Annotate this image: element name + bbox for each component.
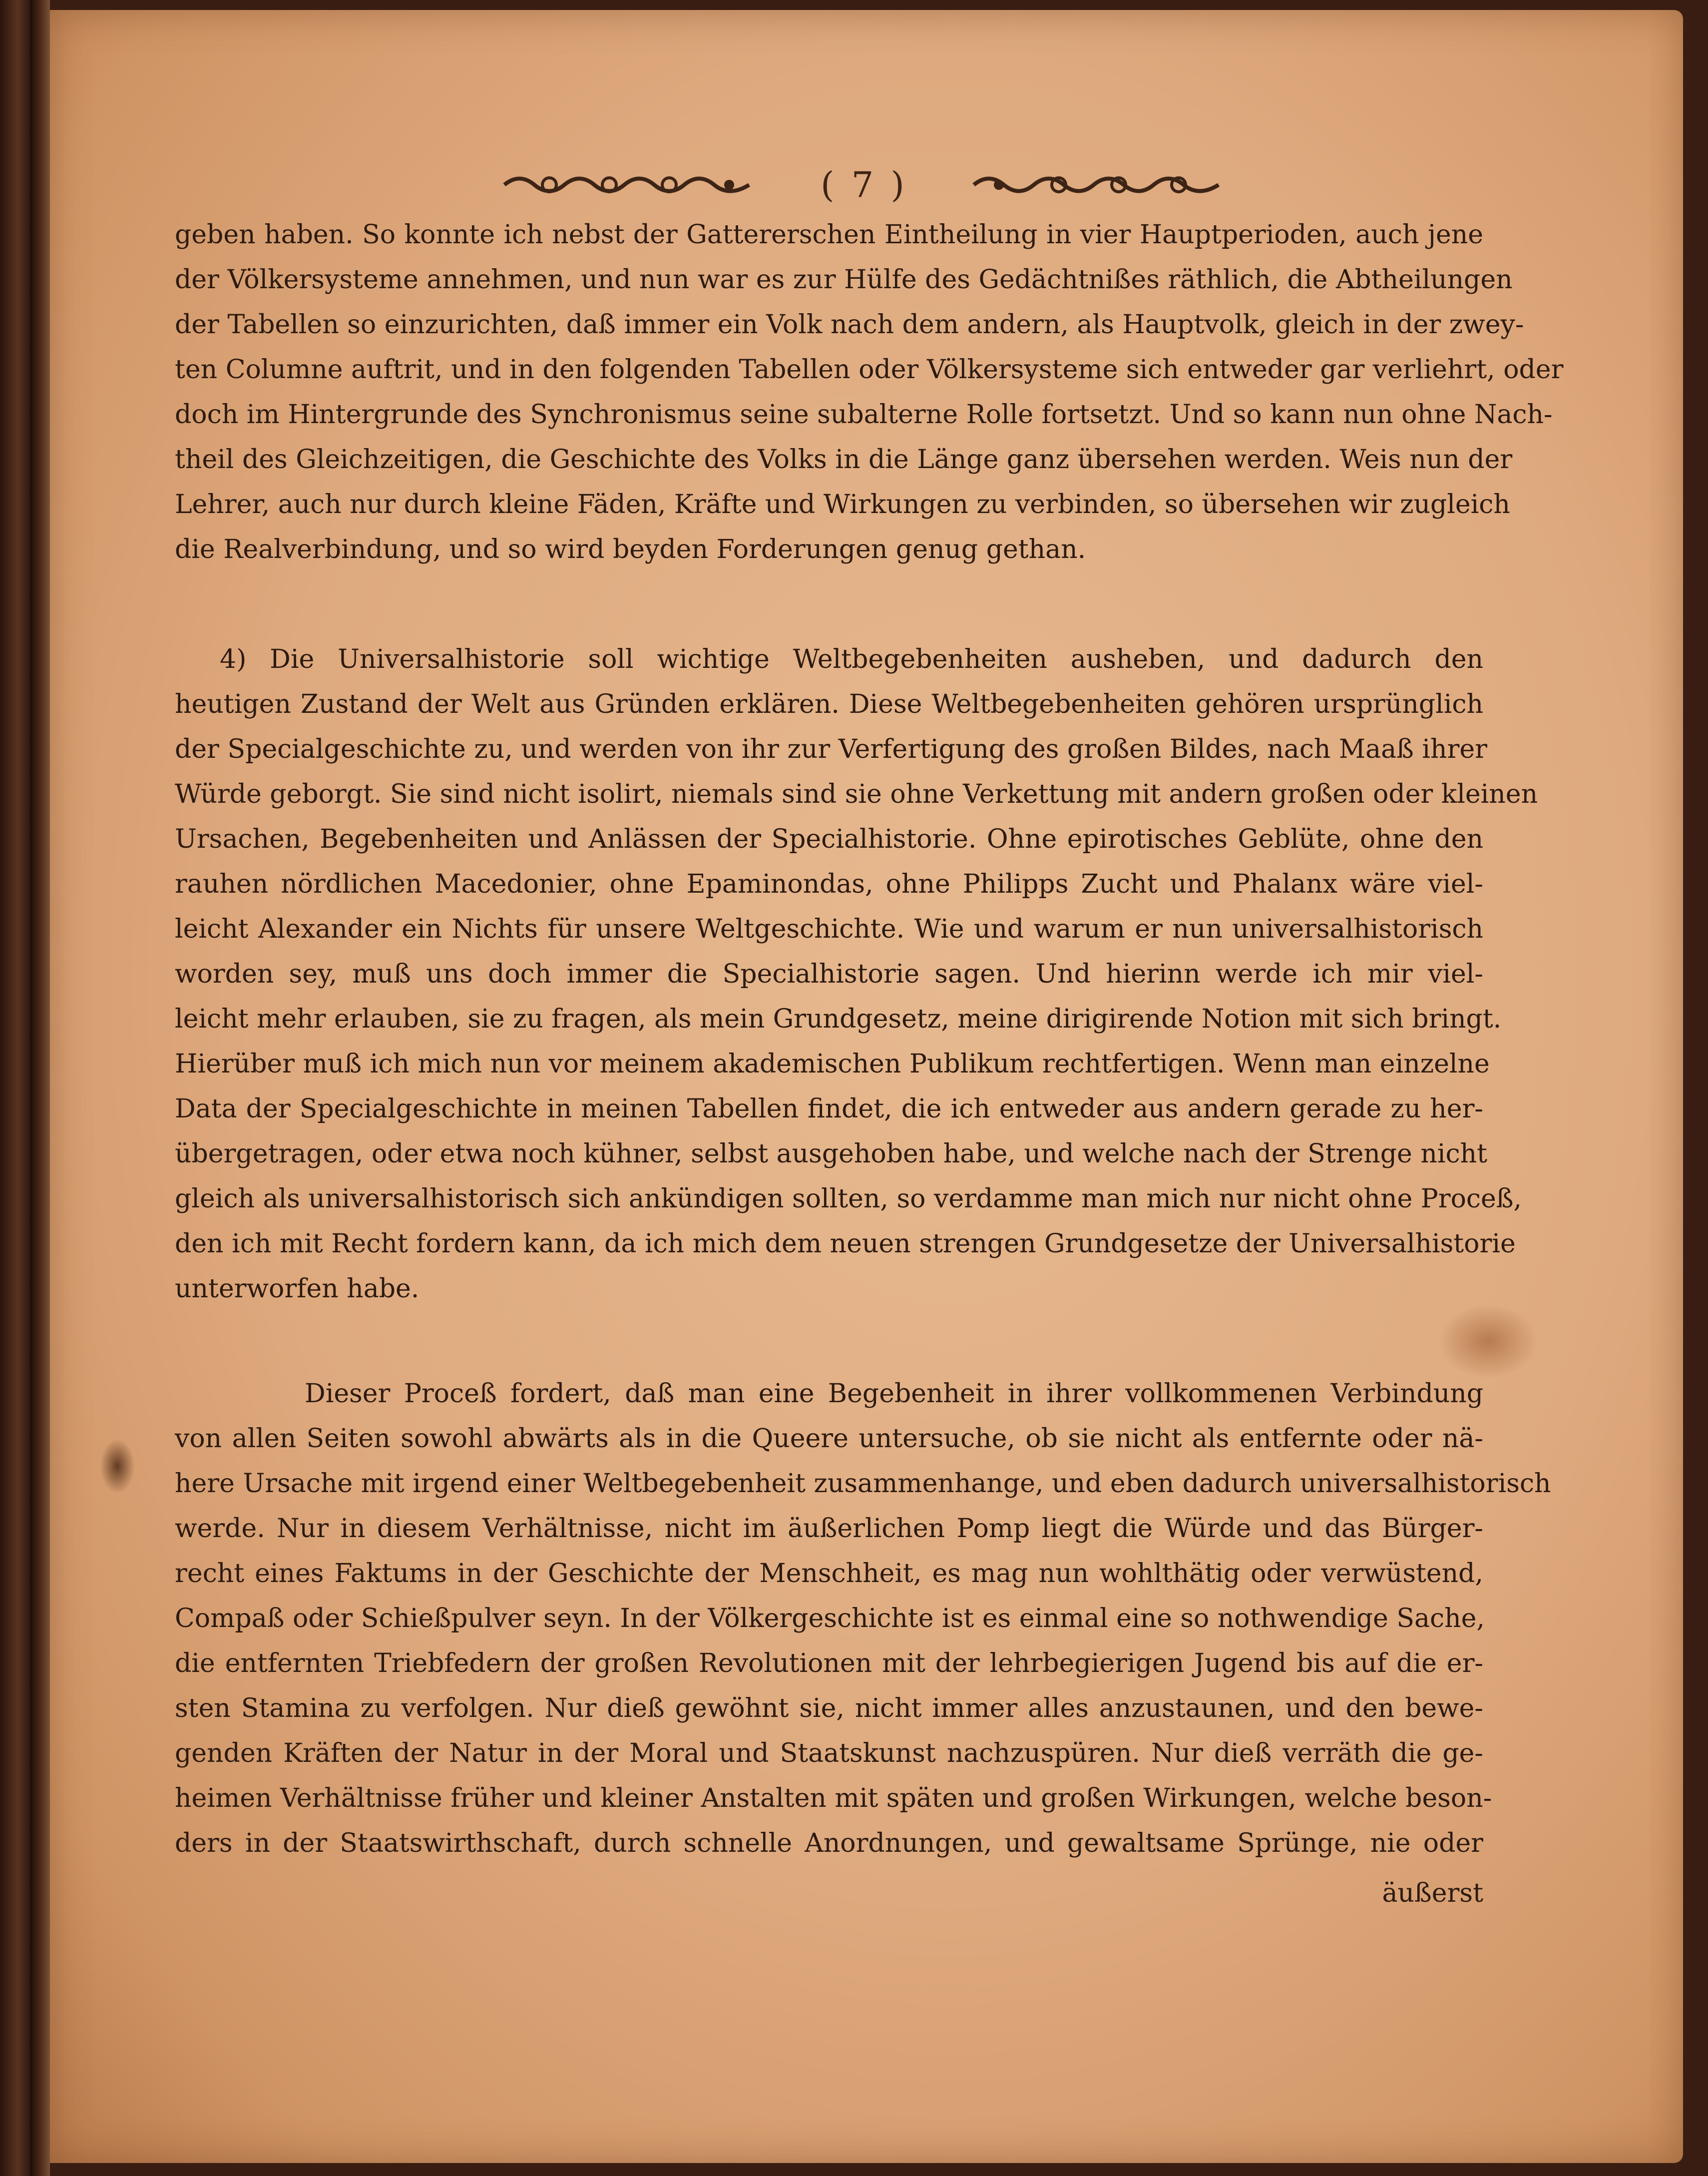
paragraph-2	[175, 637, 1538, 1311]
left-ornament-icon	[499, 167, 759, 202]
text-line: Compaß oder Schießpulver seyn. In der Völkergeschichte ist es einmal eine so nothwendige Sache,	[175, 1604, 1485, 1633]
facing-page-edge	[0, 0, 30, 2176]
text-line: der Tabellen so einzurichten, daß immer ein Volk nach dem andern, als Hauptvolk, gleich in der zwey-	[175, 310, 1524, 340]
text-line: leicht Alexander ein Nichts für unsere Weltgeschichte. Wie und warum er nun universalhistorisch	[175, 914, 1483, 944]
text-line: der Specialgeschichte zu, und werden von ihr zur Verfertigung des großen Bildes, nach Maaß ihrer	[175, 734, 1487, 764]
text-line: Hierüber muß ich mich nun vor meinem akademischen Publikum rechtfertigen. Wenn man einzelne	[175, 1049, 1490, 1079]
text-line: den ich mit Recht fordern kann, da ich mich dem neuen strengen Grundgesetze der Universalhistorie	[175, 1229, 1516, 1259]
text-line: sten Stamina zu verfolgen. Nur dieß gewöhnt sie, nicht immer alles anzustaunen, und den bewe-	[175, 1693, 1483, 1723]
text-line: rauhen nördlichen Macedonier, ohne Epaminondas, ohne Philipps Zucht und Phalanx wäre viel-	[175, 869, 1483, 899]
text-line: theil des Gleichzeitigen, die Geschichte des Volks in die Länge ganz übersehen werden. Weis nun der	[175, 445, 1513, 475]
text-line: 4) Die Universalhistorie soll wichtige Weltbegebenheiten ausheben, und dadurch den	[220, 644, 1483, 674]
text-line: doch im Hintergrunde des Synchronismus seine subalterne Rolle fortsetzt. Und so kann nun ohne Nach-	[175, 400, 1553, 430]
text-line: leicht mehr erlauben, sie zu fragen, als mein Grundgesetz, meine dirigirende Notion mit sich bringt.	[175, 1004, 1502, 1034]
text-line: die entfernten Triebfedern der großen Revolutionen mit der lehrbegierigen Jugend bis auf die er-	[175, 1648, 1483, 1678]
running-header	[499, 155, 1229, 215]
text-line: Ursachen, Begebenheiten und Anlässen der Specialhistorie. Ohne epirotisches Geblüte, ohne den	[175, 824, 1483, 854]
text-line: Lehrer, auch nur durch kleine Fäden, Kräfte und Wirkungen zu verbinden, so übersehen wir zugleich	[175, 490, 1510, 520]
water-stain	[1438, 1304, 1538, 1379]
text-line: von allen Seiten sowohl abwärts als in die Queere untersuche, ob sie nicht als entfernte oder nä-	[175, 1424, 1483, 1454]
book-gutter	[30, 0, 50, 2176]
paragraph-3	[175, 1371, 1551, 1866]
text-line: ders in der Staatswirthschaft, durch schnelle Anordnungen, und gewaltsame Sprünge, nie oder	[175, 1828, 1483, 1858]
text-line: heimen Verhältnisse früher und kleiner Anstalten mit späten und großen Wirkungen, welche beson-	[175, 1783, 1492, 1813]
text-line: heutigen Zustand der Welt aus Gründen erklären. Diese Weltbegebenheiten gehören ursprünglich	[175, 689, 1483, 719]
book-page	[50, 10, 1683, 2163]
text-line: recht eines Faktums in der Geschichte der Menschheit, es mag nun wohlthätig oder verwüstend,	[175, 1559, 1483, 1589]
text-line: genden Kräften der Natur in der Moral und Staatskunst nachzuspüren. Nur dieß verräth die ge-	[175, 1738, 1483, 1768]
text-line: geben haben. So konnte ich nebst der Gattererschen Eintheilung in vier Hauptperioden, auch jene	[175, 220, 1483, 250]
text-line: der Völkersysteme annehmen, und nun war es zur Hülfe des Gedächtnißes räthlich, die Abtheilungen	[175, 265, 1513, 295]
catchword: äußerst	[1382, 1878, 1483, 1908]
text-line: ten Columne auftrit, und in den folgenden Tabellen oder Völkersysteme sich entweder gar verliehrt, oder	[175, 355, 1564, 385]
text-line: übergetragen, oder etwa noch kühner, selbst ausgehoben habe, und welche nach der Strenge nicht	[175, 1139, 1487, 1169]
ink-blot	[100, 1439, 135, 1494]
text-line: worden sey, muß uns doch immer die Specialhistorie sagen. Und hierinn werde ich mir viel-	[175, 959, 1483, 989]
text-line: werde. Nur in diesem Verhältnisse, nicht im äußerlichen Pomp liegt die Würde und das Bürger-	[175, 1514, 1483, 1544]
text-line: here Ursache mit irgend einer Weltbegebenheit zusammenhange, und eben dadurch universalhistorisch	[175, 1469, 1551, 1499]
text-line: die Realverbindung, und so wird beyden Forderungen genug gethan.	[175, 535, 1086, 564]
paragraph-1	[175, 212, 1564, 572]
page-number: ( 7 )	[821, 164, 907, 205]
right-ornament-icon	[969, 167, 1229, 202]
text-line: gleich als universalhistorisch sich ankündigen sollten, so verdamme man mich nur nicht ohne Proceß,	[175, 1184, 1522, 1214]
text-line: unterworfen habe.	[175, 1274, 420, 1304]
text-line: Data der Specialgeschichte in meinen Tabellen findet, die ich entweder aus andern gerade zu her-	[175, 1094, 1483, 1124]
text-line: Würde geborgt. Sie sind nicht isolirt, niemals sind sie ohne Verkettung mit andern großen oder kleinen	[175, 779, 1538, 809]
text-line: Dieser Proceß fordert, daß man eine Begebenheit in ihrer vollkommenen Verbindung	[305, 1379, 1483, 1409]
